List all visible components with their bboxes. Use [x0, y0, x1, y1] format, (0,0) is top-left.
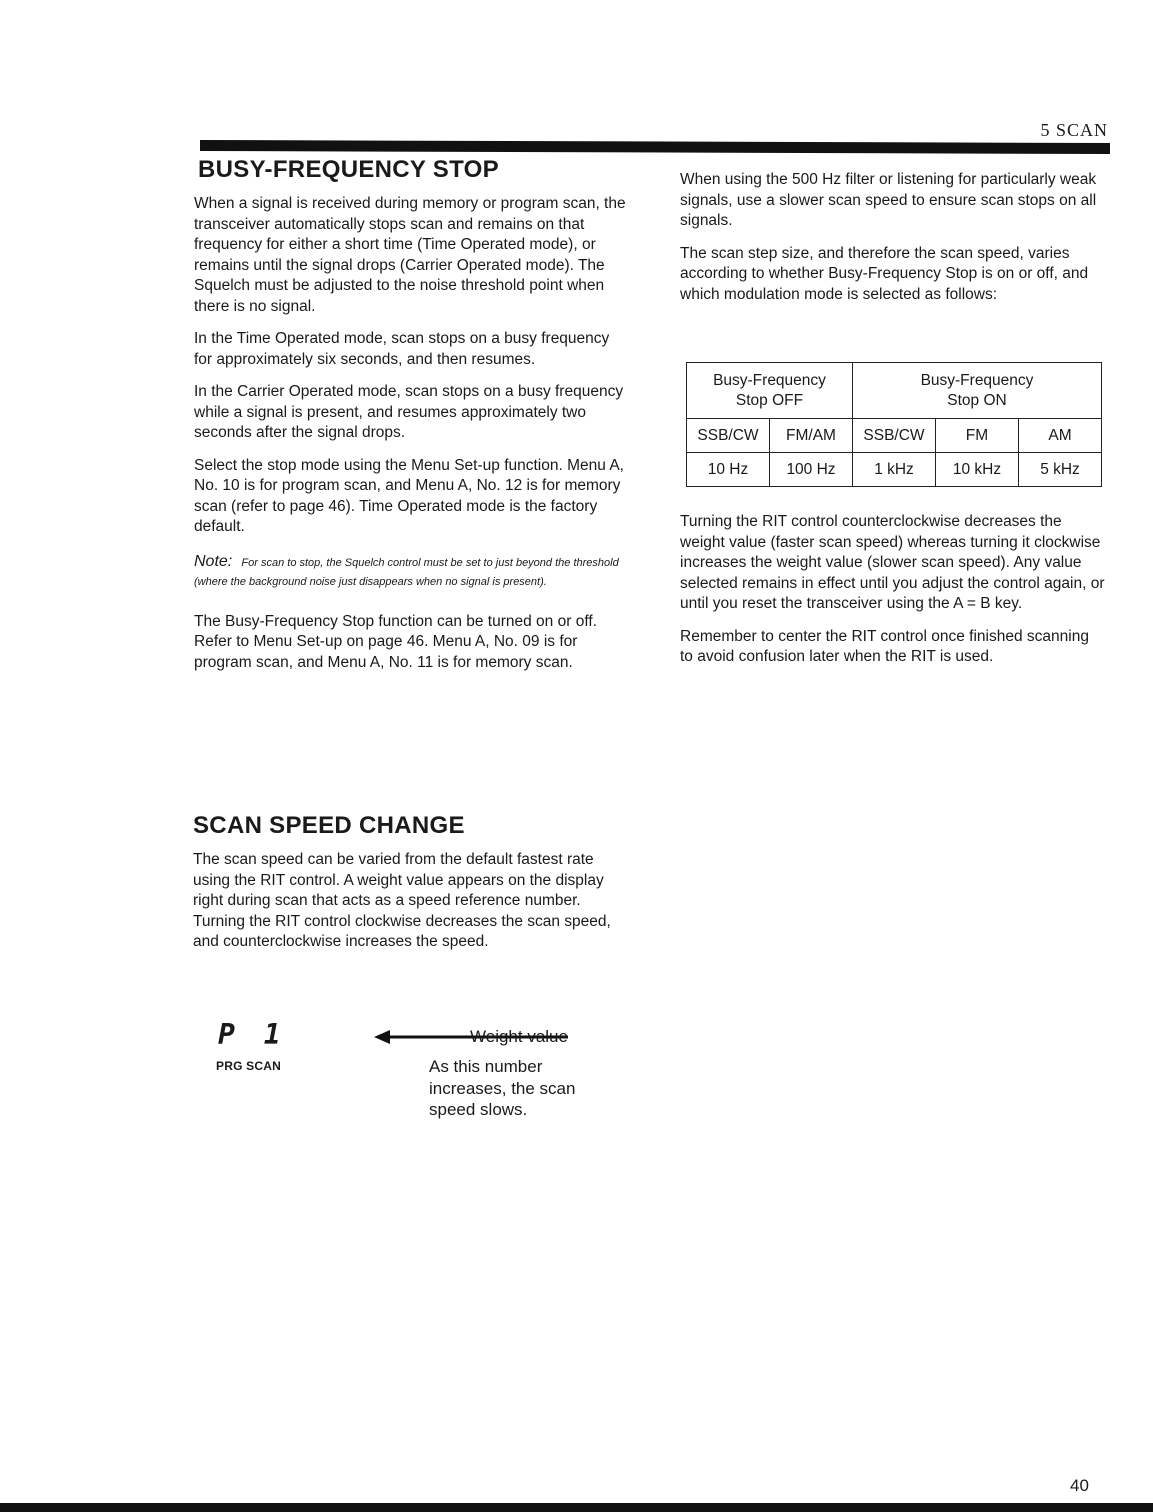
speed-paragraph-1: The scan speed can be varied from the default fastest rate using the RIT control. A weight value appears on the display right during scan that acts as a speed reference number. Turning the RIT control clockwise decreases the scan speed, and counterclockwise increases the speed.: [193, 851, 611, 950]
table-step-cell: 10 Hz: [687, 453, 770, 487]
busy-paragraph-1: When a signal is received during memory or program scan, the transceiver automatically stops scan and remains on that frequency for either a short time (Time Operated mode), or remains until the signal drops (Carrier Operated mode). The Squelch must be adjusted to the noise threshold point when there is no signal.: [194, 195, 626, 315]
page-number: 40: [1070, 1476, 1089, 1495]
table-mode-cell: SSB/CW: [853, 419, 936, 453]
top-rule: [200, 140, 1110, 154]
right-column-bottom: [680, 512, 1105, 680]
table-step-cell: 5 kHz: [1019, 453, 1102, 487]
busy-paragraph-5: The Busy-Frequency Stop function can be turned on or off. Refer to Menu Set-up on page 46. Menu A, No. 09 is for program scan, and Menu A, No. 11 is for memory scan.: [194, 612, 597, 671]
section-tag: 5 SCAN: [1040, 120, 1108, 140]
right-paragraph-3: Turning the RIT control counterclockwise decreases the weight value (faster scan speed) whereas turning it clockwise increases the weight value (slower scan speed). Any value selected remains in effect until you adjust the control again, or until you reset the transceiver using the A = B key.: [680, 513, 1105, 612]
busy-frequency-stop-body: [194, 194, 629, 685]
busy-frequency-stop-heading: BUSY-FREQUENCY STOP: [198, 156, 499, 183]
squelch-note: [194, 552, 629, 592]
group-off-line2: Stop OFF: [735, 391, 804, 409]
prg-scan-label: PRG SCAN: [216, 1059, 281, 1073]
table-mode-cell: FM/AM: [770, 419, 853, 453]
scan-step-table: [686, 362, 1102, 487]
weight-description: As this number increases, the scan speed slows.: [429, 1057, 576, 1119]
right-column-top: [680, 170, 1105, 317]
display-readout: P 1: [218, 1018, 287, 1051]
scan-speed-change-heading: SCAN SPEED CHANGE: [193, 812, 465, 839]
table-mode-cell: AM: [1019, 419, 1102, 453]
table-group-stop-off: [687, 363, 853, 419]
table-mode-cell: FM: [936, 419, 1019, 453]
right-paragraph-2: The scan step size, and therefore the scan speed, varies according to whether Busy-Frequency Stop is on or off, and which modulation mode is selected as follows:: [680, 244, 1089, 303]
group-on-line1: Busy-Frequency: [920, 371, 1034, 389]
table-group-stop-on: [853, 363, 1102, 419]
weight-value-label: Weight value: [470, 1027, 568, 1046]
busy-paragraph-4: Select the stop mode using the Menu Set-up function. Menu A, No. 10 is for program scan, and Menu A, No. 12 is for memory scan (refer to page 46). Time Operated mode is the factory default.: [194, 456, 624, 535]
group-off-line1: Busy-Frequency: [713, 371, 826, 389]
weight-value-figure: [210, 1010, 610, 1130]
note-text: For scan to stop, the Squelch control must be set to just beyond the threshold (where the background noise just disappears when no signal is present).: [194, 556, 619, 588]
group-on-line2: Stop ON: [947, 391, 1007, 409]
table-mode-cell: SSB/CW: [687, 419, 770, 453]
busy-paragraph-3: In the Carrier Operated mode, scan stops on a busy frequency while a signal is present, and resumes approximately two seconds after the signal drops.: [194, 383, 624, 441]
table-step-cell: 10 kHz: [936, 453, 1019, 487]
right-paragraph-4: Remember to center the RIT control once finished scanning to avoid confusion later when the RIT is used.: [680, 627, 1089, 665]
table-step-cell: 1 kHz: [853, 453, 936, 487]
busy-paragraph-2: In the Time Operated mode, scan stops on a busy frequency for approximately six seconds, and then resumes.: [194, 330, 610, 368]
scan-speed-change-body: [193, 850, 628, 965]
right-paragraph-1: When using the 500 Hz filter or listening for particularly weak signals, use a slower scan speed to ensure scan stops on all signals.: [680, 171, 1097, 229]
bottom-rule: [0, 1503, 1153, 1512]
note-label: Note:: [194, 552, 233, 570]
table-step-cell: 100 Hz: [770, 453, 853, 487]
